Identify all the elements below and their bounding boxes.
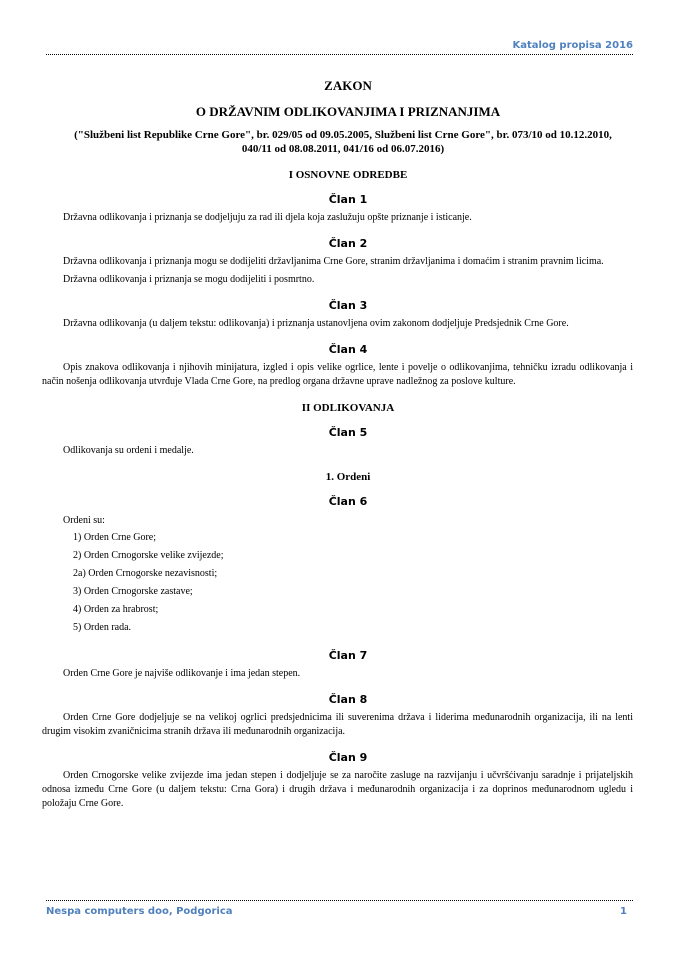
list-item: 2) Orden Crnogorske velike zvijezde; xyxy=(73,550,224,561)
list-item: 3) Orden Crnogorske zastave; xyxy=(73,586,193,597)
list-item: 4) Orden za hrabrost; xyxy=(73,604,159,615)
footer-company: Nespa computers doo, Podgorica xyxy=(46,906,233,917)
list-item: 2a) Orden Crnogorske nezavisnosti; xyxy=(73,568,218,579)
paragraph: Državna odlikovanja i priznanja se mogu dodijeliti i posmrtno. xyxy=(63,274,315,285)
footer-divider xyxy=(46,900,633,901)
article-6-text xyxy=(63,513,633,637)
official-gazette-reference: ("Službeni list Republike Crne Gore", br. 029/05 od 09.05.2005, Službeni list Crne Gore", br. 073/10 od 10.12.2010, 040/11 od 08.08.2011, 041/16 od 06.07.2016) xyxy=(74,129,612,155)
list-item: 1) Orden Crne Gore; xyxy=(73,532,157,543)
law-title: ZAKON xyxy=(324,78,372,93)
article-4-text xyxy=(42,361,633,389)
article-5-text xyxy=(42,444,633,458)
article-9-text xyxy=(42,769,633,811)
article-1-text xyxy=(42,211,633,225)
article-7-text xyxy=(42,667,633,681)
paragraph: Orden Crnogorske velike zvijezde ima jedan stepen i dodjeljuje se za naročite zasluge na razvijanju i učvršćivanju saradnje i prijateljskih odnosa između Crne Gore (u daljem tekstu: Crna Gora) i drugih država i međunarodnih organizacija i za doprinos međunarodnom ugledu i položaju Crne Gore. xyxy=(42,770,633,809)
paragraph: Državna odlikovanja i priznanja se dodjeljuju za rad ili djela koja zaslužuju opšte priznanje i isticanje. xyxy=(63,212,472,223)
section-heading-1: I OSNOVNE ODREDBE xyxy=(288,169,408,181)
header-divider xyxy=(46,54,633,55)
paragraph: Orden Crne Gore je najviše odlikovanje i ima jedan stepen. xyxy=(63,668,301,679)
orders-list xyxy=(63,529,633,637)
subsection-heading-1: 1. Ordeni xyxy=(325,471,371,483)
article-heading-8: Član 8 xyxy=(328,693,368,706)
page-number: 1 xyxy=(620,906,627,917)
article-heading-4: Član 4 xyxy=(328,343,368,356)
article-heading-9: Član 9 xyxy=(328,751,368,764)
article-heading-2: Član 2 xyxy=(328,237,368,250)
section-heading-2: II ODLIKOVANJA xyxy=(301,402,395,414)
catalog-header: Katalog propisa 2016 xyxy=(512,40,633,51)
law-subtitle: O DRŽAVNIM ODLIKOVANJIMA I PRIZNANJIMA xyxy=(195,104,501,119)
article-heading-6: Član 6 xyxy=(328,495,368,508)
article-heading-1: Član 1 xyxy=(328,193,368,206)
document-body xyxy=(42,70,633,811)
article-heading-3: Član 3 xyxy=(328,299,368,312)
article-8-text xyxy=(42,711,633,739)
article-2-text xyxy=(42,255,633,287)
paragraph: Državna odlikovanja (u daljem tekstu: odlikovanja) i priznanja ustanovljena ovim zakonom dodjeljuje Predsjednik Crne Gore. xyxy=(63,318,569,329)
paragraph: Odlikovanja su ordeni i medalje. xyxy=(63,445,194,456)
paragraph: Državna odlikovanja i priznanja mogu se dodijeliti državljanima Crne Gore, stranim državljanima i domaćim i stranim pravnim licima. xyxy=(63,256,604,267)
article-3-text xyxy=(42,317,633,331)
list-item: 5) Orden rada. xyxy=(73,622,132,633)
article-heading-5: Član 5 xyxy=(328,426,368,439)
list-intro: Ordeni su: xyxy=(63,515,105,526)
paragraph: Opis znakova odlikovanja i njihovih minijatura, izgled i opis velike ogrlice, lente i povelje o odlikovanjima, tehničku izradu odlikovanja i način nošenja odlikovanja utvrđuje Vlada Crne Gore, na predlog organa državne uprave nadležnog za poslove kulture. xyxy=(42,362,633,387)
article-heading-7: Član 7 xyxy=(328,649,368,662)
paragraph: Orden Crne Gore dodjeljuje se na velikoj ogrlici predsjednicima ili suverenima država i liderima međunarodnih organizacija, ili na lenti drugim visokim zvaničnicima stranih država ili međunarodnih organizacija. xyxy=(42,712,633,737)
